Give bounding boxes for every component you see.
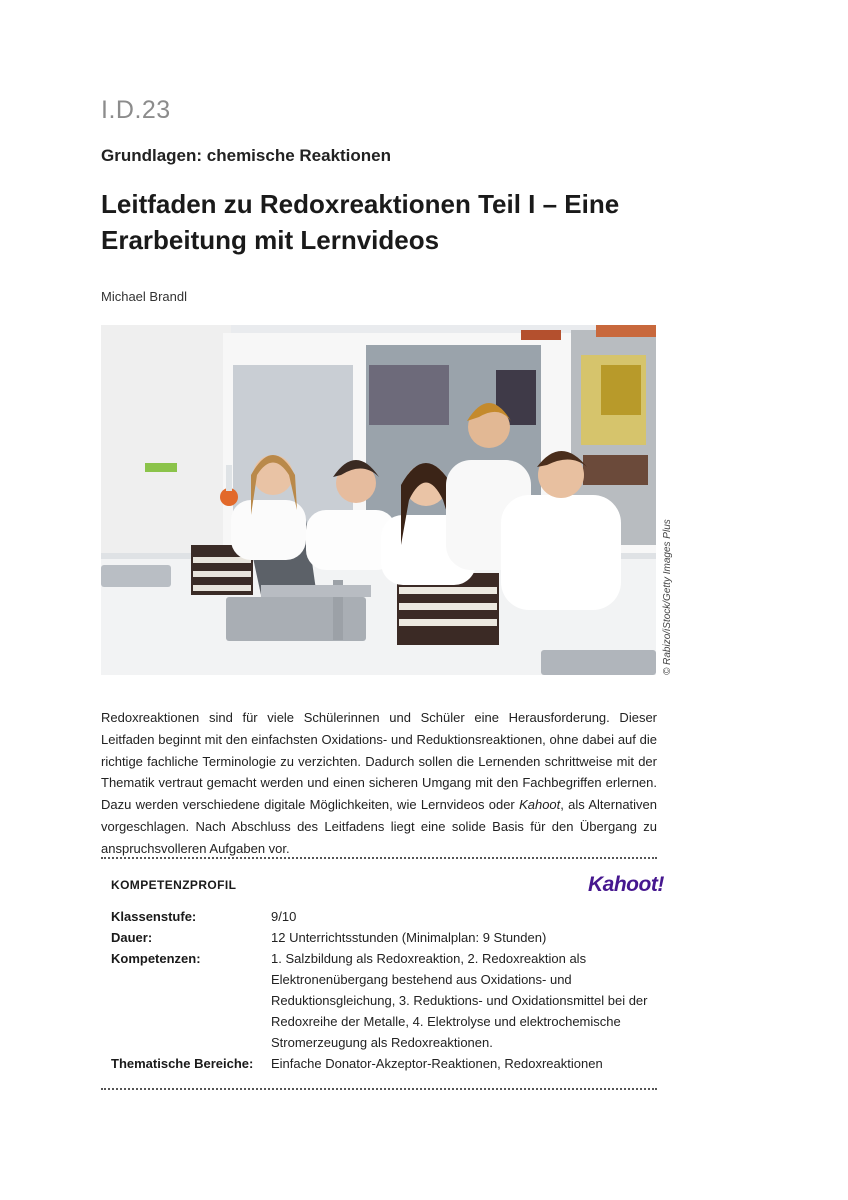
intro-text-before: Redoxreaktionen sind für viele Schülerinnen und Schüler eine Herausforderung. Dieser Leitfaden beginnt mit den einfachsten Oxidations- und Reduktionsreaktionen, ohne dabei auf die richtige fachliche Terminologie zu verzichten. Dadurch sollen die Lernenden schrittweise mit der Thematik vertraut gemacht werden und einen sicheren Umgang mit den Fachbegriffen erlernen. Dazu werden verschiedene digitale Möglichkeiten, wie Lernvideos oder: [101, 710, 657, 813]
profile-heading: KOMPETENZPROFIL: [111, 878, 237, 892]
photo-credit: © Rabizo/iStock/Getty Images Plus: [662, 519, 673, 675]
intro-paragraph: [101, 707, 657, 860]
profile-value-thematische-bereiche: Einfache Donator-Akzeptor-Reaktionen, Redoxreaktionen: [271, 1056, 603, 1071]
profile-label-kompetenzen: Kompetenzen:: [111, 951, 201, 966]
profile-label-dauer: Dauer:: [111, 930, 153, 945]
profile-value-dauer: 12 Unterrichtsstunden (Minimalplan: 9 Stunden): [271, 930, 547, 945]
profile-label-thematische-bereiche: Thematische Bereiche:: [111, 1056, 254, 1071]
lab-photo: [101, 325, 656, 675]
intro-emphasis-kahoot: Kahoot: [519, 797, 561, 813]
document-code: I.D.23: [101, 96, 171, 124]
profile-divider-top: [101, 857, 657, 859]
profile-label-klassenstufe: Klassenstufe:: [111, 909, 197, 924]
kahoot-logo: Kahoot!: [588, 873, 664, 896]
profile-value-kompetenzen: 1. Salzbildung als Redoxreaktion, 2. Redoxreaktion als Elektronenübergang bestehend aus Oxidations- und Reduktionsgleichung, 3. Reduktions- und Oxidationsmittel bei der Redoxreihe der Metalle, 4. Elektrolyse und elektrochemische Stromerzeugung als Redoxreaktionen.: [271, 951, 648, 1050]
lab-photo-illustration: [101, 325, 656, 675]
author-name: Michael Brandl: [101, 289, 187, 304]
document-subtitle: Grundlagen: chemische Reaktionen: [101, 146, 392, 165]
profile-value-klassenstufe: 9/10: [271, 909, 297, 924]
profile-divider-bottom: [101, 1088, 657, 1090]
document-title: Leitfaden zu Redoxreaktionen Teil I – Eine Erarbeitung mit Lernvideos: [101, 189, 620, 255]
intro-text-after: , als Alternativen vorgeschlagen. Nach Abschluss des Leitfadens liegt eine solide Basis für den Übergang zu anspruchsvolleren Aufgaben vor.: [101, 797, 658, 856]
